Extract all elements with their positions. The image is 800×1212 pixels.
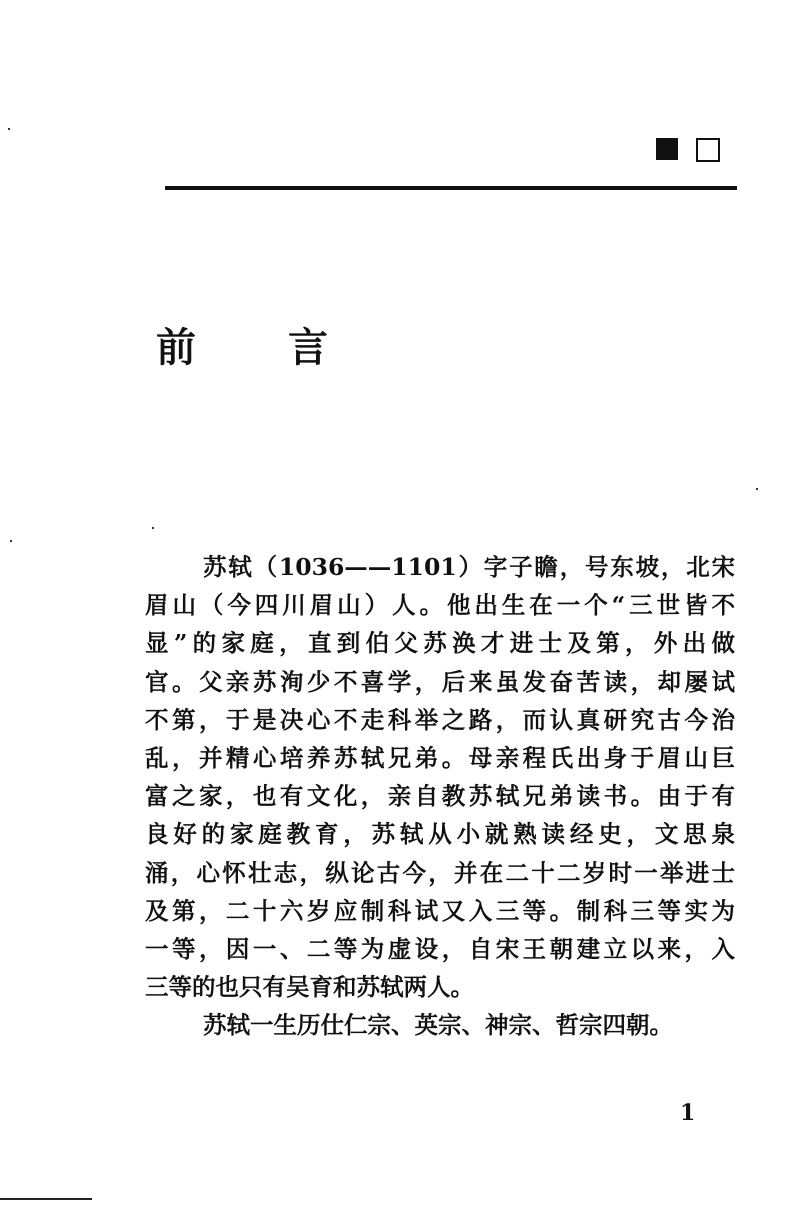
text-line: 官。父亲苏洵少不喜学，后来虽发奋苦读，却屡试 <box>145 667 735 696</box>
header-marks <box>656 138 720 162</box>
text-line: 三等的也只有吴育和苏轼两人。 <box>145 973 474 1002</box>
page-title <box>156 324 328 371</box>
text-line: 一等，因一、二等为虚设，自宋王朝建立以来，入 <box>145 935 735 964</box>
text-line: 及第，二十六岁应制科试又入三等。制科三等实为 <box>145 896 735 925</box>
text-line: 涌，心怀壮志，纵论古今，并在二十二岁时一举进士 <box>145 858 735 887</box>
page-number: 1 <box>680 1100 696 1126</box>
text-line: 显”的家庭，直到伯父苏涣才进士及第，外出做 <box>145 629 735 658</box>
scan-edge <box>0 1198 92 1200</box>
text-line: 乱，并精心培养苏轼兄弟。母亲程氏出身于眉山巨 <box>145 744 735 773</box>
title-char-2: 言 <box>288 324 328 371</box>
scan-speck <box>10 540 12 542</box>
text-line: 富之家，也有文化，亲自教苏轼兄弟读书。由于有 <box>145 782 735 811</box>
filled-square-icon <box>656 138 678 160</box>
title-char-1: 前 <box>156 324 196 371</box>
scan-speck <box>756 488 758 490</box>
scan-speck <box>152 527 154 529</box>
text-line: 良好的家庭教育，苏轼从小就熟读经史，文思泉 <box>145 820 735 849</box>
text-line: 不第，于是决心不走科举之路，而认真研究古今治 <box>145 705 735 734</box>
body-text <box>145 548 735 1045</box>
scan-speck <box>8 128 10 130</box>
empty-square-icon <box>696 138 720 162</box>
text-line: 苏轼（1036——1101）字子瞻，号东坡，北宋 <box>203 553 735 581</box>
text-line: 苏轼一生历仕仁宗、英宗、神宗、哲宗四朝。 <box>203 1011 673 1040</box>
text-line: 眉山（今四川眉山）人。他出生在一个“三世皆不 <box>145 591 735 620</box>
header-rule <box>165 186 737 190</box>
